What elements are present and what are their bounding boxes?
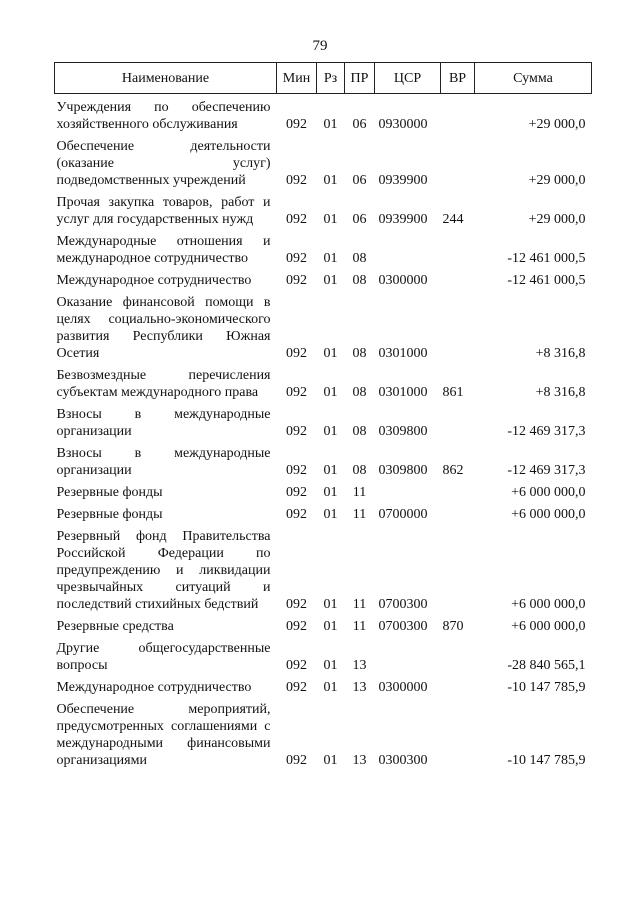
row-rz: 01	[323, 251, 338, 266]
row-name: Обеспечение деятельности (оказание услуг) подведомственных учреждений	[56, 139, 271, 188]
row-sum: +6 000 000,0	[511, 507, 586, 522]
table-row	[55, 189, 592, 228]
table-row	[55, 501, 592, 523]
row-name: Резервный фонд Правительства Российской Федерации по предупреждению и ликвидации чрезвычайных ситуаций и последствий стихийных бедствий	[56, 529, 271, 612]
row-vr	[441, 696, 475, 769]
row-rz: 01	[323, 346, 338, 361]
row-csr: 0309800	[378, 424, 428, 439]
row-min: 092	[286, 273, 307, 288]
row-rz: 01	[323, 273, 338, 288]
table-row	[55, 613, 592, 635]
row-csr	[375, 228, 441, 267]
row-pr: 06	[352, 173, 367, 188]
row-min: 092	[286, 463, 307, 478]
row-sum: -10 147 785,9	[507, 753, 586, 768]
row-rz: 01	[323, 424, 338, 439]
row-vr	[441, 635, 475, 674]
row-pr: 08	[352, 251, 367, 266]
table-row	[55, 523, 592, 613]
row-sum: +8 316,8	[535, 385, 586, 400]
row-csr: 0301000	[378, 346, 428, 361]
row-min: 092	[286, 619, 307, 634]
row-csr: 0300000	[378, 273, 428, 288]
row-vr	[441, 133, 475, 189]
row-pr: 08	[352, 385, 367, 400]
row-name: Безвозмездные перечисления субъектам международного права	[56, 368, 271, 400]
row-pr: 13	[352, 658, 367, 673]
row-pr: 06	[352, 212, 367, 227]
row-sum: -12 469 317,3	[507, 463, 586, 478]
row-csr: 0700300	[378, 597, 428, 612]
row-vr	[441, 479, 475, 501]
header-min: Мин	[277, 63, 317, 94]
row-min: 092	[286, 680, 307, 695]
row-sum: +29 000,0	[528, 173, 586, 188]
row-csr: 0300300	[378, 753, 428, 768]
row-vr	[441, 289, 475, 362]
row-pr: 11	[352, 619, 367, 634]
table-row	[55, 674, 592, 696]
row-name: Резервные фонды	[56, 485, 163, 500]
row-min: 092	[286, 385, 307, 400]
row-sum: -12 461 000,5	[507, 251, 586, 266]
row-sum: +29 000,0	[528, 212, 586, 227]
row-name: Резервные фонды	[56, 507, 163, 522]
table-row	[55, 228, 592, 267]
row-name: Обеспечение мероприятий, предусмотренных соглашениями с международными финансовыми организациями	[56, 702, 271, 768]
header-row	[55, 63, 592, 94]
table-row	[55, 94, 592, 134]
table-row	[55, 479, 592, 501]
row-vr	[441, 267, 475, 289]
row-sum: -28 840 565,1	[507, 658, 586, 673]
table-body	[55, 94, 592, 770]
header-name: Наименование	[55, 63, 277, 94]
row-pr: 08	[352, 463, 367, 478]
row-min: 092	[286, 346, 307, 361]
row-csr: 0700300	[378, 619, 428, 634]
row-csr	[375, 479, 441, 501]
row-name: Международное сотрудничество	[56, 680, 252, 695]
row-rz: 01	[323, 212, 338, 227]
page-number: 79	[312, 38, 328, 54]
row-sum: -12 461 000,5	[507, 273, 586, 288]
table-row	[55, 289, 592, 362]
row-pr: 06	[352, 117, 367, 132]
header-vr: ВР	[441, 63, 475, 94]
header-sum: Сумма	[475, 63, 592, 94]
row-vr	[441, 94, 475, 134]
row-pr: 11	[352, 597, 367, 612]
row-vr	[441, 228, 475, 267]
row-rz: 01	[323, 173, 338, 188]
row-min: 092	[286, 251, 307, 266]
row-min: 092	[286, 212, 307, 227]
table-header	[55, 63, 592, 94]
row-rz: 01	[323, 753, 338, 768]
row-csr: 0939900	[378, 173, 428, 188]
row-rz: 01	[323, 385, 338, 400]
row-rz: 01	[323, 507, 338, 522]
row-name: Учреждения по обеспечению хозяйственного обслуживания	[56, 100, 271, 132]
row-pr: 11	[352, 485, 367, 500]
row-vr	[441, 523, 475, 613]
row-rz: 01	[323, 597, 338, 612]
row-vr	[441, 501, 475, 523]
row-pr: 13	[352, 753, 367, 768]
table-row	[55, 133, 592, 189]
table-row	[55, 635, 592, 674]
row-sum: +6 000 000,0	[511, 597, 586, 612]
table-row	[55, 362, 592, 401]
row-sum: +6 000 000,0	[511, 619, 586, 634]
row-sum: -12 469 317,3	[507, 424, 586, 439]
row-min: 092	[286, 173, 307, 188]
row-rz: 01	[323, 680, 338, 695]
row-min: 092	[286, 424, 307, 439]
row-csr	[375, 635, 441, 674]
row-name: Международные отношения и международное сотрудничество	[56, 234, 271, 266]
row-min: 092	[286, 485, 307, 500]
header-pr: ПР	[345, 63, 375, 94]
budget-table	[54, 62, 592, 769]
table-row	[55, 440, 592, 479]
row-rz: 01	[323, 463, 338, 478]
row-name: Международное сотрудничество	[56, 273, 252, 288]
row-csr: 0301000	[378, 385, 428, 400]
row-vr	[441, 674, 475, 696]
row-name: Взносы в международные организации	[56, 407, 271, 439]
row-sum: +29 000,0	[528, 117, 586, 132]
row-name: Взносы в международные организации	[56, 446, 271, 478]
row-pr: 08	[352, 424, 367, 439]
table-row	[55, 267, 592, 289]
row-name: Другие общегосударственные вопросы	[56, 641, 271, 673]
header-rz: Рз	[317, 63, 345, 94]
row-pr: 13	[352, 680, 367, 695]
row-name: Оказание финансовой помощи в целях социально-экономического развития Республики Южная Осетия	[56, 295, 271, 361]
row-pr: 08	[352, 346, 367, 361]
row-name: Прочая закупка товаров, работ и услуг для государственных нужд	[56, 195, 271, 227]
row-csr: 0309800	[378, 463, 428, 478]
row-csr: 0939900	[378, 212, 428, 227]
row-min: 092	[286, 753, 307, 768]
row-rz: 01	[323, 658, 338, 673]
row-sum: +8 316,8	[535, 346, 586, 361]
row-vr	[441, 401, 475, 440]
row-csr: 0700000	[378, 507, 428, 522]
row-vr: 870	[442, 619, 464, 634]
row-min: 092	[286, 507, 307, 522]
row-csr: 0930000	[378, 117, 428, 132]
row-min: 092	[286, 658, 307, 673]
header-csr: ЦСР	[375, 63, 441, 94]
row-sum: -10 147 785,9	[507, 680, 586, 695]
row-vr: 244	[442, 212, 464, 227]
row-vr: 861	[442, 385, 464, 400]
row-pr: 08	[352, 273, 367, 288]
row-csr: 0300000	[378, 680, 428, 695]
row-rz: 01	[323, 117, 338, 132]
row-min: 092	[286, 597, 307, 612]
table-row	[55, 401, 592, 440]
table-row	[55, 696, 592, 769]
row-name: Резервные средства	[56, 619, 174, 634]
row-rz: 01	[323, 619, 338, 634]
row-pr: 11	[352, 507, 367, 522]
row-sum: +6 000 000,0	[511, 485, 586, 500]
row-rz: 01	[323, 485, 338, 500]
row-vr: 862	[442, 463, 464, 478]
row-min: 092	[286, 117, 307, 132]
